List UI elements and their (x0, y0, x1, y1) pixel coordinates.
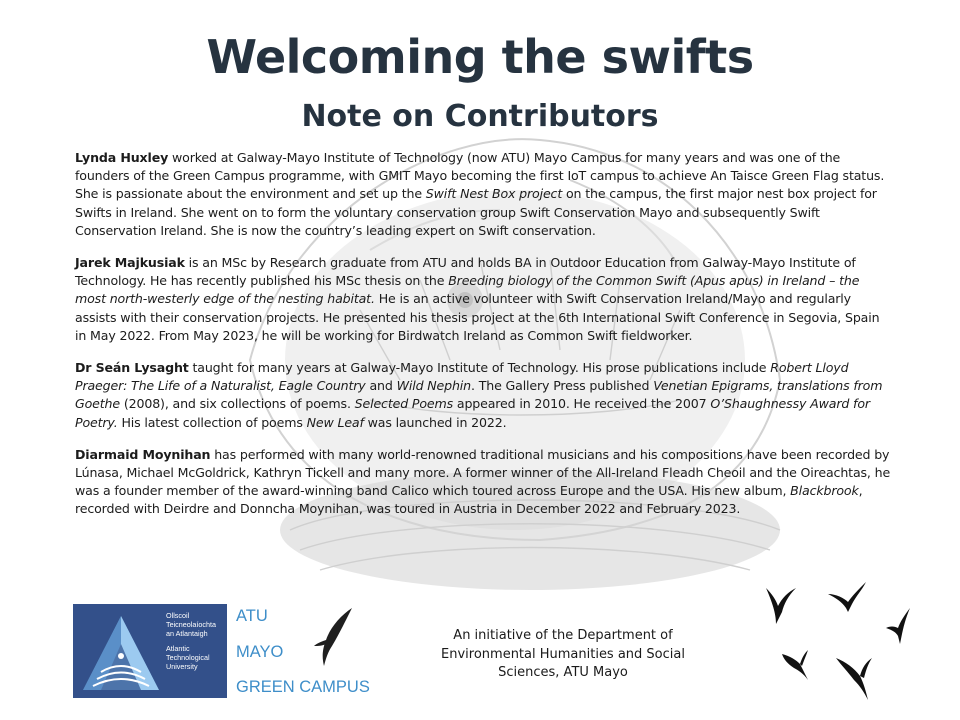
atu-logo-icon (79, 612, 163, 692)
work-title: Breeding biology of the Common Swift (Apus apus) in Ireland – the most north-westerly edge of the nesting habitat. (75, 273, 860, 307)
campus-line-green: GREEN CAMPUS (236, 678, 370, 696)
swift-bird-icon (764, 586, 798, 626)
swift-bird-icon (884, 606, 914, 646)
work-title: O’Shaughnessy Award for Poetry. (75, 396, 870, 430)
swift-bird-icon (780, 648, 810, 682)
contributor-bio: Diarmaid Moynihan has performed with many world-renowned traditional musicians and his compositions have been recorded by Lúnasa, Michael McGoldrick, Kathryn Tickell and many more. A former winner of the All-Ireland Fleadh Cheoil and the Oireachtas, he was a founder member of the award-winning band Calico which toured across Europe and the USA. His new album, Blackbrook, recorded with Deirdre and Donncha Moynihan, was toured in Austria in December 2022 and February 2023. (75, 446, 891, 517)
logo-irish-line: an Atlantaigh (166, 629, 208, 639)
logo-text (166, 611, 216, 671)
work-title: Blackbrook (790, 483, 859, 499)
work-title: Venetian Epigrams, translations from Goethe (75, 378, 883, 412)
initiative-line: Sciences, ATU Mayo (498, 665, 628, 680)
swift-bird-icon (826, 580, 868, 614)
work-title: Wild Nephin (396, 378, 471, 394)
logo-english-line: Technological (166, 652, 210, 662)
contributor-name: Diarmaid Moynihan (75, 446, 211, 462)
page-subtitle: Note on Contributors (301, 99, 659, 134)
work-title: New Leaf (306, 414, 364, 430)
swift-bird-icon (834, 654, 874, 702)
contributor-name: Dr Seán Lysaght (75, 360, 189, 376)
contributor-bio: Jarek Majkusiak is an MSc by Research graduate from ATU and holds BA in Outdoor Education from Galway-Mayo Institute of Technology. He has recently published his MSc thesis on the Breeding biology of the Common Swift (Apus apus) in Ireland – the most north-westerly edge of the nesting habitat. He is an active volunteer with Swift Conservation Ireland/Mayo and regularly assists with their conservation projects. He presented his thesis project at the 6th International Swift Conference in Segovia, Spain in May 2022. From May 2023, he will be working for Birdwatch Ireland as Common Swift fieldworker. (75, 255, 880, 343)
logo-irish-line: Ollscoil (166, 611, 190, 620)
contributor-bio: Lynda Huxley worked at Galway-Mayo Institute of Technology (now ATU) Mayo Campus for many years and was one of the founders of the Green Campus programme, with GMIT Mayo becoming the first IoT campus to achieve An Taisce Green Flag status. She is passionate about the environment and set up the Swift Nest Box project on the campus, the first major nest box project for Swifts in Ireland. She went on to form the voluntary conservation group Swift Conservation Mayo and subsequently Swift Conservation Ireland. She is now the country’s leading expert on Swift conservation. (75, 150, 885, 238)
campus-line-mayo: MAYO (236, 643, 284, 661)
work-title: Robert Lloyd Praeger: The Life of a Naturalist, Eagle Country (75, 360, 849, 394)
contributor-name: Lynda Huxley (75, 150, 169, 165)
contributor-bio: Dr Seán Lysaght taught for many years at Galway-Mayo Institute of Technology. His prose publications include Robert Lloyd Praeger: The Life of a Naturalist, Eagle Country and Wild Nephin. The Gallery Press published Venetian Epigrams, translations from Goethe (2008), and six collections of poems. Selected Poems appeared in 2010. He received the 2007 O’Shaughnessy Award for Poetry. His latest collection of poems New Leaf was launched in 2022. (75, 360, 883, 430)
contributor-name: Jarek Majkusiak (75, 255, 185, 271)
contributors-list (75, 149, 893, 533)
atu-logo (73, 604, 227, 698)
logo-english-line: University (166, 662, 198, 672)
initiative-line: An initiative of the Department of (453, 628, 673, 643)
campus-line-atu: ATU (236, 607, 268, 625)
initiative-note (415, 627, 711, 683)
work-title: Swift Nest Box project (425, 186, 563, 202)
initiative-line: Environmental Humanities and Social (441, 646, 685, 662)
work-title: Selected Poems (354, 396, 454, 412)
swift-bird-icon (314, 606, 356, 668)
page-title: Welcoming the swifts (206, 30, 754, 84)
logo-irish-line: Teicneolaíochta (166, 620, 216, 630)
logo-english-line: Atlantic (166, 643, 190, 653)
